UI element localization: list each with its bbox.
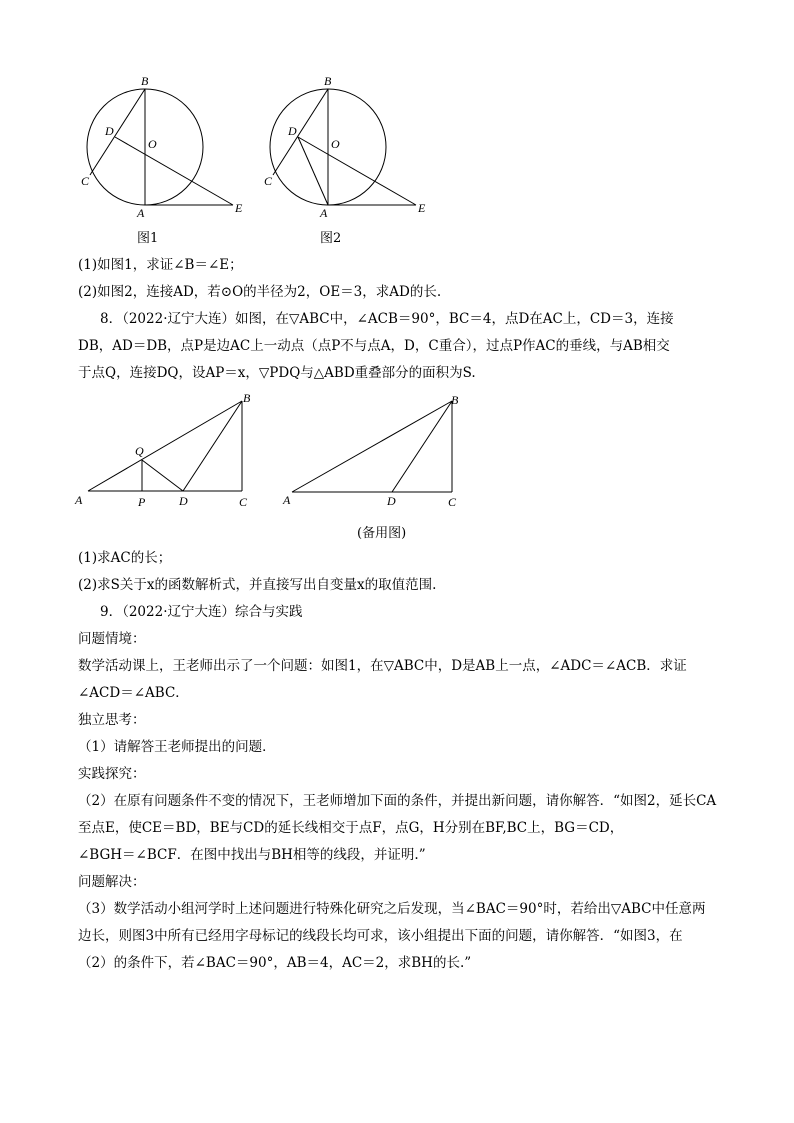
q9-solve-line2: 边长，则图3中所有已经用字母标记的线段长均可求，该小组提出下面的问题，请你解答．“如图3，在: [78, 928, 683, 944]
q8-label-P: P: [138, 495, 146, 509]
q9-solve-heading: 问题解决：: [78, 874, 146, 890]
q8-part1: (1)求AC的长；: [78, 550, 172, 566]
q8-label-Q: Q: [135, 444, 144, 458]
q9-situation-text: 数学活动课上，王老师出示了一个问题：如图1，在▽ABC中，D是AB上一点，∠ADC＝∠ACB．求证: [78, 658, 687, 674]
figure-2-caption: 图2: [320, 231, 342, 246]
q9-solve-line1: （3）数学活动小组河学时上述问题进行特殊化研究之后发现，当∠BAC＝90°时，若给出▽ABC中任意两: [78, 901, 706, 917]
q9-think-text: （1）请解答王老师提出的问题．: [78, 739, 276, 755]
fig1-label-D: D: [105, 124, 114, 138]
figure-q8-main: [75, 392, 275, 512]
q8-label-A: A: [75, 493, 83, 507]
q8-line1: 8．（2022·辽宁大连）如图，在▽ABC中，∠ACB＝90°，BC＝4，点D在AC上，CD＝3，连接: [100, 311, 674, 327]
backup-label-C: C: [448, 495, 457, 509]
fig1-label-A: A: [137, 206, 145, 220]
q9-solve-line3: （2）的条件下，若∠BAC＝90°，AB＝4，AC＝2，求BH的长.”: [78, 955, 472, 971]
q9-explore-line2: 至点E，使CE＝BD，BE与CD的延长线相交于点F，点G，H分别在BF,BC上，BG＝CD，: [78, 820, 624, 836]
fig2-label-E: E: [418, 201, 426, 215]
figure-q8-backup: [280, 392, 480, 512]
fig2-label-B: B: [324, 74, 332, 88]
q9-situation-heading: 问题情境：: [78, 631, 146, 647]
figure-1-diagram: [75, 75, 275, 225]
q8-label-D: D: [179, 494, 188, 508]
backup-label-B: B: [451, 393, 459, 407]
fig2-label-C: C: [264, 174, 273, 188]
q9-explore-line3: ∠BGH＝∠BCF．在图中找出与BH相等的线段，并证明.”: [78, 847, 426, 863]
figure-2: [258, 75, 458, 225]
backup-label-A: A: [283, 493, 291, 507]
q7-part1: (1)如图1，求证∠B＝∠E；: [78, 257, 243, 273]
fig2-label-D: D: [288, 124, 297, 138]
fig1-label-B: B: [141, 74, 149, 88]
q9-explore-line1: （2）在原有问题条件不变的情况下，王老师增加下面的条件，并提出新问题，请你解答．“如图2，延长CA: [78, 793, 717, 809]
q8-label-B: B: [243, 391, 251, 405]
figure-1: [75, 75, 275, 225]
q8-line3: 于点Q，连接DQ，设AP＝x，▽PDQ与△ABD重叠部分的面积为S.: [78, 365, 476, 381]
q8-label-C: C: [239, 495, 248, 509]
q9-think-heading: 独立思考：: [78, 712, 146, 728]
q8-part2: (2)求S关于x的函数解析式，并直接写出自变量x的取值范围.: [78, 577, 437, 593]
q7-part2: (2)如图2，连接AD，若⊙O的半径为2，OE＝3，求AD的长.: [78, 284, 442, 300]
figure-q8-main-diagram: [75, 392, 275, 512]
backup-caption: (备用图): [357, 526, 407, 541]
fig1-label-E: E: [235, 201, 243, 215]
figure-1-caption: 图1: [137, 231, 159, 246]
q9-situation-text2: ∠ACD＝∠ABC．: [78, 685, 189, 701]
fig2-label-O: O: [331, 137, 340, 151]
q9-title: 9．（2022·辽宁大连）综合与实践: [100, 604, 303, 620]
q9-explore-heading: 实践探究：: [78, 766, 146, 782]
backup-label-D: D: [387, 494, 396, 508]
fig2-label-A: A: [320, 206, 328, 220]
fig1-label-O: O: [148, 137, 157, 151]
fig1-label-C: C: [81, 174, 90, 188]
figure-q8-backup-diagram: [280, 392, 480, 512]
q8-line2: DB，AD＝DB，点P是边AC上一动点（点P不与点A，D，C重合），过点P作AC的垂线，与AB相交: [78, 338, 670, 354]
figure-2-diagram: [258, 75, 458, 225]
